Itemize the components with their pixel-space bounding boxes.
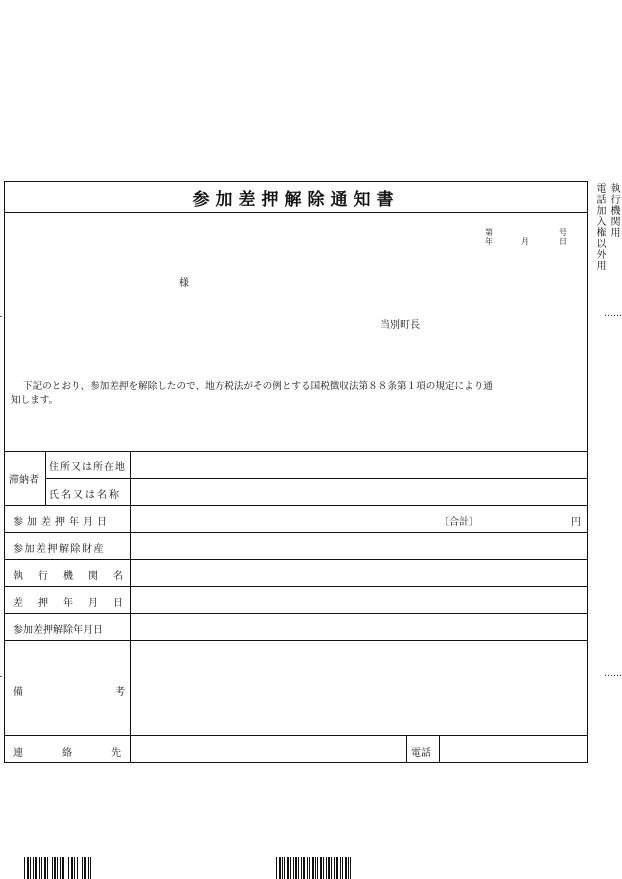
label-release-date: 参加差押解除年月日 xyxy=(13,625,103,636)
perforation-mark-lower: …… xyxy=(604,669,622,679)
label-name: 氏名又は名称 xyxy=(49,490,121,501)
label-remarks: 備考 xyxy=(13,687,217,698)
rule-date-bottom xyxy=(5,532,587,533)
total-label: 〔合計〕 xyxy=(439,517,479,528)
date-year: 年 xyxy=(485,237,493,246)
rule-taxpayer-split xyxy=(45,451,46,505)
date-day: 日 xyxy=(559,237,567,246)
rule-property-bottom xyxy=(5,559,587,560)
addressee-suffix: 様 xyxy=(179,278,189,289)
left-tick-lower xyxy=(0,676,2,677)
barcode-left xyxy=(24,857,91,879)
side-note-col1: 執行機関用 xyxy=(608,183,619,238)
doc-number-go: 号 xyxy=(559,228,567,237)
body-text-line1: 下記のとおり、参加差押を解除したので、地方税法がその例とする国税徴収法第８８条第１項の規定により通 xyxy=(23,381,493,392)
doc-number-dai: 第 xyxy=(485,228,493,237)
yen-unit: 円 xyxy=(571,517,581,528)
label-contact: 連絡先 xyxy=(13,748,160,759)
rule-taxpayer-bottom xyxy=(5,505,587,506)
left-tick-upper xyxy=(0,316,2,317)
rule-seizure-bottom xyxy=(5,613,587,614)
body-text-line2: 知します。 xyxy=(11,395,59,406)
title-row xyxy=(5,182,587,213)
label-seizure-participation-date: 参加差押年月日 xyxy=(13,517,111,528)
perforation-mark-upper: …… xyxy=(604,309,622,319)
label-released-property: 参加差押解除財産 xyxy=(13,544,105,555)
side-note-col2: 電話加入権以外用 xyxy=(594,183,605,271)
label-executing-agency: 執行機関名 xyxy=(13,571,138,582)
notice-form xyxy=(4,181,588,763)
rule-phone-right xyxy=(439,735,440,763)
label-address: 住所又は所在地 xyxy=(49,462,126,473)
barcode-center xyxy=(276,857,351,879)
rule-header-bottom xyxy=(5,451,587,452)
rule-release-bottom xyxy=(5,640,587,641)
label-phone: 電話 xyxy=(411,748,431,759)
rule-phone-left xyxy=(406,735,407,763)
rule-address xyxy=(45,478,588,479)
label-seizure-date: 差押年月日 xyxy=(13,598,138,609)
date-month: 月 xyxy=(521,237,529,246)
rule-remarks-bottom xyxy=(5,735,587,736)
sender-title: 当別町長 xyxy=(380,320,420,331)
document-title: 参加差押解除通知書 xyxy=(192,189,400,210)
rule-agency-bottom xyxy=(5,586,587,587)
label-taxpayer: 滞納者 xyxy=(9,475,39,486)
